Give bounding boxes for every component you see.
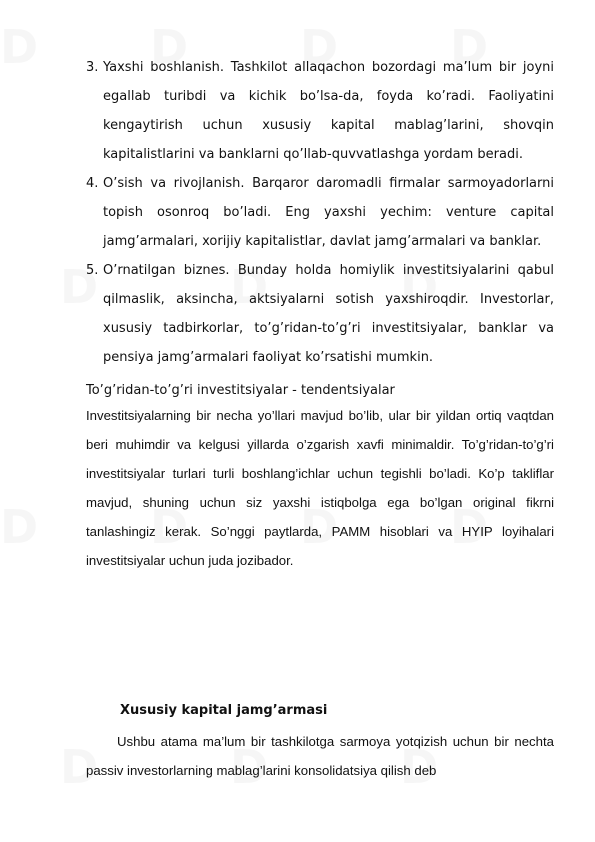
list-item <box>86 53 554 169</box>
numbered-list <box>86 53 554 372</box>
watermark <box>0 20 38 74</box>
list-item-number: 3. <box>86 60 99 75</box>
list-item <box>86 256 554 372</box>
list-item-text: Yaxshi boshlanish. Tashkilot allaqachon bozordagi ma’lum bir joyni egallab turibdi va kichik bo’lsa-da, foyda ko’radi. Faoliyatini kengaytirish uchun xususiy kapital mablag’larini, shovqin kapitalistlarini va banklarni qo’llab-quvvatlashga yordam beradi. <box>103 60 554 162</box>
list-item <box>86 169 554 256</box>
subheading: To’g’ridan-to’g’ri investitsiyalar - tendentsiyalar <box>86 383 395 398</box>
body-paragraph-2: Ushbu atama ma’lum bir tashkilotga sarmoya yotqizish uchun bir nechta passiv investorlarning mablag’larini konsolidatsiya qilish deb <box>86 734 554 778</box>
section-title: Xususiy kapital jamg’armasi <box>120 703 328 718</box>
watermark <box>0 500 38 554</box>
list-item-text: O’sish va rivojlanish. Barqaror daromadli firmalar sarmoyadorlarni topish osonroq bo’ladi. Eng yaxshi yechim: venture capital jamg’armalari, xorijiy kapitalistlar, davlat jamg’armalari va banklar. <box>103 176 554 249</box>
body-paragraph: Investitsiyalarning bir necha yo’llari mavjud bo’lib, ular bir yildan ortiq vaqtdan beri muhimdir va kelgusi yillarda o’zgarish xavfi minimaldir. To’g’ridan-to’g’ri investitsiyalar turlari turli boshlang’ichlar uchun tegishli bo’ladi. Ko’p takliflar mavjud, shuning uchun siz yaxshi istiqbolga ega bo’lgan original fikrni tanlashingiz kerak. So’nggi paytlarda, PAMM hisoblari va HYIP loyihalari investitsiyalar uchun juda jozibador. <box>86 408 554 568</box>
list-item-number: 4. <box>86 176 99 191</box>
list-item-number: 5. <box>86 263 99 278</box>
list-item-text: O’rnatilgan biznes. Bunday holda homiylik investitsiyalarini qabul qilmaslik, aksincha, aktsiyalarni sotish yaxshiroqdir. Investorlar, xususiy tadbirkorlar, to’g’ridan-to’g’ri investitsiyalar, banklar va pensiya jamg’armalari faoliyat ko’rsatishi mumkin. <box>103 263 554 365</box>
